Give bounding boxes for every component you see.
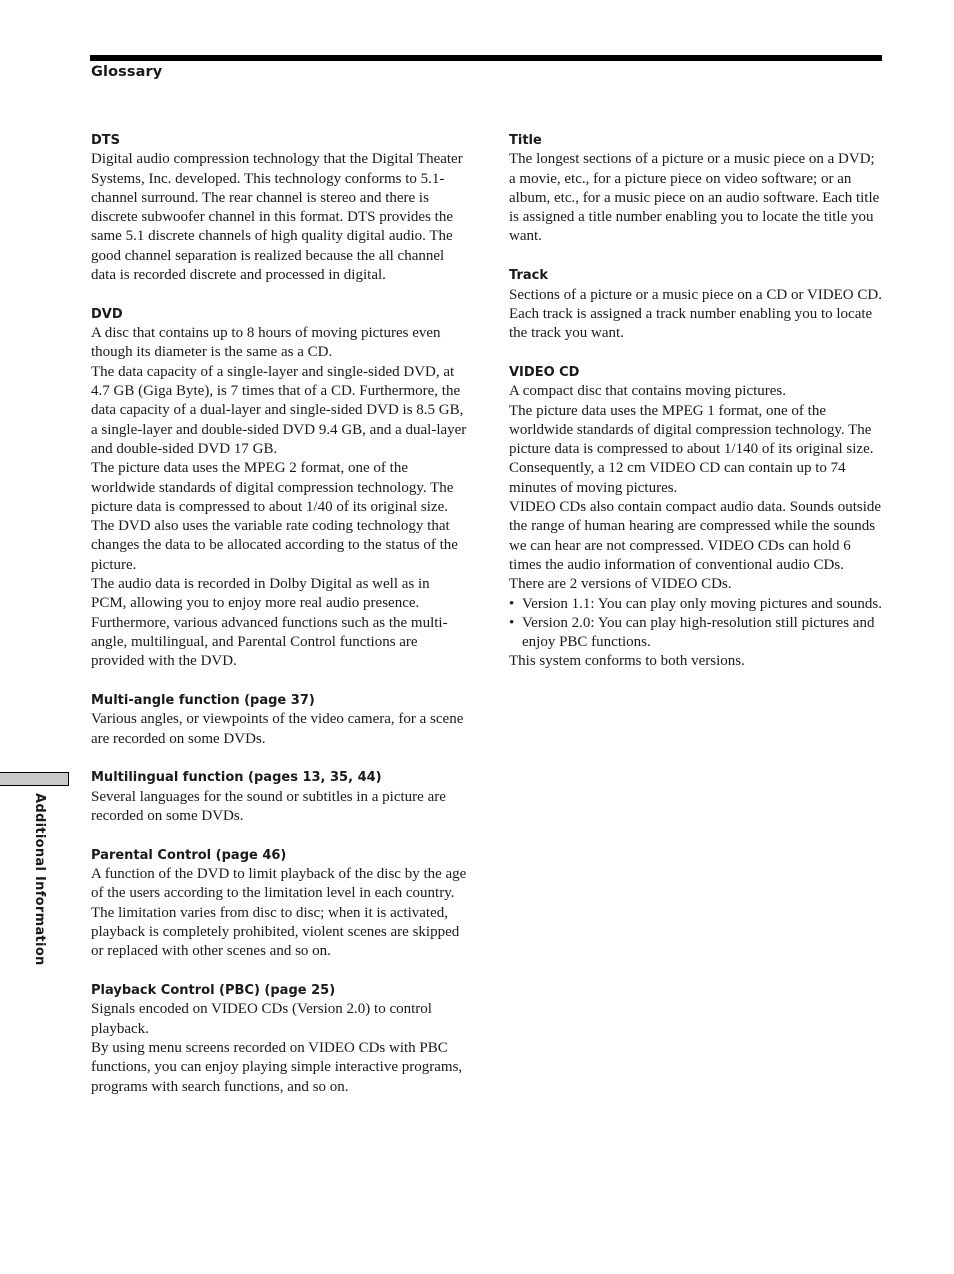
definition-paragraph: A disc that contains up to 8 hours of moving pictures even though its diameter is the same as a CD. bbox=[91, 325, 441, 361]
entry-dts bbox=[91, 131, 467, 285]
entry-multilingual bbox=[91, 768, 467, 826]
definition-paragraph: Furthermore, various advanced functions such as the multi-angle, multilingual, and Parental Control functions are provided with the DVD. bbox=[91, 614, 448, 670]
list-item bbox=[509, 595, 884, 614]
definition-paragraph: The picture data uses the MPEG 1 format, one of the worldwide standards of digital compression technology. The picture data is compressed to about 1/140 of its original size. Consequently, a 12 cm VIDEO CD can contain up to 74 minutes of moving pictures. bbox=[509, 402, 874, 496]
list-item bbox=[509, 614, 884, 653]
definition-paragraph: A compact disc that contains moving pictures. bbox=[509, 383, 787, 400]
definition-paragraph: By using menu screens recorded on VIDEO CDs with PBC functions, you can enjoy playing simple interactive programs, programs with search functions, and so on. bbox=[91, 1039, 463, 1095]
definition-paragraph: There are 2 versions of VIDEO CDs. bbox=[509, 576, 732, 593]
list-item-text: Version 1.1: You can play only moving pictures and sounds. bbox=[522, 595, 882, 612]
section-side-label: Additional Information bbox=[32, 793, 47, 966]
header-rule bbox=[90, 55, 882, 61]
right-column bbox=[509, 131, 884, 691]
term-dts: DTS bbox=[91, 133, 121, 148]
term-multilingual: Multilingual function (pages 13, 35, 44) bbox=[91, 770, 382, 786]
entry-dvd bbox=[91, 305, 467, 672]
definition-paragraph: Digital audio compression technology that the Digital Theater Systems, Inc. developed. This technology conforms to 5.1-channel surround. The rear channel is stereo and there is discrete subwoofer channel in this format. DTS provides the same 5.1 discrete channels of high quality digital audio. The good channel separation is realized because the all channel data is recorded discrete and processed in digital. bbox=[91, 151, 463, 284]
term-multi-angle: Multi-angle function (page 37) bbox=[91, 693, 315, 709]
definition-paragraph: The picture data uses the MPEG 2 format, one of the worldwide standards of digital compression technology. The picture data is compressed to about 1/40 of its original size. The DVD also uses the variable rate coding technology that changes the data to be allocated according to the status of the picture. bbox=[91, 460, 458, 573]
definition-paragraph: The longest sections of a picture or a music piece on a DVD; a movie, etc., for a picture piece on video software; or an album, etc., for a music piece on an audio software. Each title is assigned a title number enabling you to locate the title you want. bbox=[509, 151, 880, 245]
term-playback-control: Playback Control (PBC) (page 25) bbox=[91, 983, 336, 999]
term-parental-control: Parental Control (page 46) bbox=[91, 847, 287, 863]
version-list bbox=[509, 595, 884, 653]
bullet-icon: • bbox=[509, 595, 515, 612]
section-tab-marker bbox=[0, 772, 69, 786]
term-track: Track bbox=[509, 268, 548, 284]
entry-multi-angle bbox=[91, 691, 467, 749]
bullet-icon: • bbox=[509, 614, 515, 631]
entry-playback-control bbox=[91, 981, 467, 1097]
definition-paragraph: The data capacity of a single-layer and single-sided DVD, at 4.7 GB (Giga Byte), is 7 times that of a CD. Furthermore, the data capacity of a dual-layer and single-sided DVD is 8.5 GB, a single-layer and double-sided DVD 9.4 GB, and a dual-layer and double-sided DVD 17 GB. bbox=[91, 363, 467, 457]
entry-parental-control bbox=[91, 846, 467, 962]
term-video-cd: VIDEO CD bbox=[509, 364, 580, 380]
page-title: Glossary bbox=[91, 64, 163, 80]
definition-paragraph: VIDEO CDs also contain compact audio data. Sounds outside the range of human hearing are compressed while the sounds we can hear are not compressed. VIDEO CDs can hold 6 times the audio information of conventional audio CDs. bbox=[509, 499, 882, 573]
term-dvd: DVD bbox=[91, 306, 123, 322]
definition-paragraph: Signals encoded on VIDEO CDs (Version 2.0) to control playback. bbox=[91, 1001, 432, 1037]
definition-paragraph: Several languages for the sound or subtitles in a picture are recorded on some DVDs. bbox=[91, 788, 446, 824]
definition-paragraph: Sections of a picture or a music piece on a CD or VIDEO CD. Each track is assigned a track number enabling you to locate the track you want. bbox=[509, 286, 882, 342]
entry-title bbox=[509, 131, 884, 247]
definition-paragraph: Various angles, or viewpoints of the video camera, for a scene are recorded on some DVDs. bbox=[91, 711, 464, 747]
left-column bbox=[91, 131, 467, 1116]
definition-paragraph: The audio data is recorded in Dolby Digital as well as in PCM, allowing you to enjoy more real audio presence. bbox=[91, 576, 430, 612]
definition-paragraph: This system conforms to both versions. bbox=[509, 653, 745, 670]
entry-track bbox=[509, 266, 884, 343]
definition-paragraph: A function of the DVD to limit playback of the disc by the age of the users according to the limitation level in each country. The limitation varies from disc to disc; when it is activated, playback is completely prohibited, violent scenes are skipped or replaced with other scenes and so on. bbox=[91, 866, 467, 960]
term-title: Title bbox=[509, 133, 542, 148]
list-item-text: Version 2.0: You can play high-resolution still pictures and enjoy PBC functions. bbox=[522, 614, 875, 651]
entry-video-cd bbox=[509, 363, 884, 672]
